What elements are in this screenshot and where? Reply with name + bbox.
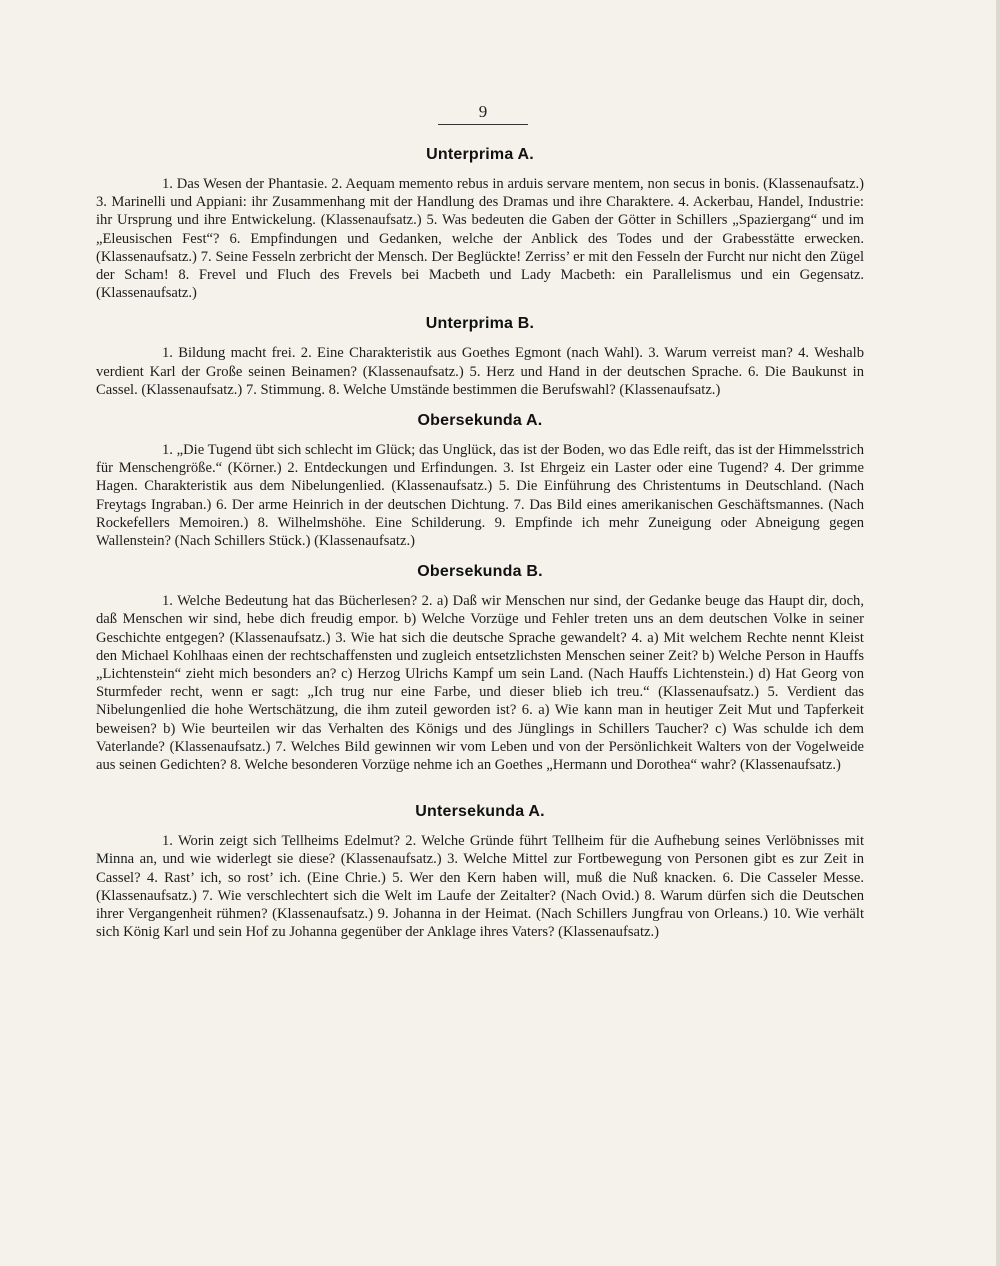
section-unterprima-b bbox=[96, 314, 864, 399]
section-body: 1. Worin zeigt sich Tellheims Edelmut? 2. Welche Gründe führt Tellheim für die Aufhebung seines Verlöbnisses mit Minna an, und wie widerlegt sie diese? (Klassenaufsatz.) 3. Welche Mittel zur Fortbewegung von Personen gibt es zur Zeit in Cassel? 4. Rast’ ich, so rost’ ich. (Eine Chrie.) 5. Wer den Kern haben will, muß die Nuß knacken. 6. Die Casseler Messe. (Klassenaufsatz.) 7. Wie verschlechtert sich die Welt im Laufe der Zeitalter? (Nach Ovid.) 8. Warum dürfen sich die Deutschen ihrer Vergangenheit rühmen? (Klassenaufsatz.) 9. Johanna in der Heimat. (Nach Schillers Jungfrau von Orleans.) 10. Wie verhält sich König Karl und sein Hof zu Johanna gegenüber der Anklage ihres Vaters? (Klassenaufsatz.) bbox=[96, 833, 864, 941]
document-content bbox=[96, 145, 864, 954]
section-obersekunda-b bbox=[96, 562, 864, 774]
section-body: 1. Bildung macht frei. 2. Eine Charakteristik aus Goethes Egmont (nach Wahl). 3. Warum verreist man? 4. Weshalb verdient Karl der Große seinen Beinamen? (Klassenaufsatz.) 5. Herz und Hand in der deutschen Sprache. 6. Die Baukunst in Cassel. (Klassenaufsatz.) 7. Stimmung. 8. Welche Umstände bestimmen die Berufswahl? (Klassenaufsatz.) bbox=[96, 345, 864, 398]
section-title: Obersekunda A. bbox=[417, 412, 543, 430]
section-title: Unterprima B. bbox=[425, 315, 535, 333]
section-title: Obersekunda B. bbox=[417, 563, 543, 581]
section-body: 1. „Die Tugend übt sich schlecht im Glück; das Unglück, das ist der Boden, wo das Edle reift, das ist der Himmelsstrich für Menschengröße.“ (Körner.) 2. Entdeckungen und Erfindungen. 3. Ist Ehrgeiz ein Laster oder eine Tugend? 4. Der grimme Hagen. Charakteristik aus dem Nibelungenlied. (Klassenaufsatz.) 5. Die Einführung des Christentums in Deutschland. (Nach Freytags Ingraban.) 6. Der arme Heinrich in der deutschen Dichtung. 7. Das Bild eines amerikanischen Geschäftsmannes. (Nach Rockefellers Memoiren.) 8. Wilhelmshöhe. Eine Schilderung. 9. Empfinde ich mehr Zuneigung oder Abneigung gegen Wallenstein? (Nach Schillers Stück.) (Klassenaufsatz.) bbox=[96, 442, 864, 550]
section-unterprima-a bbox=[96, 145, 864, 302]
page-edge bbox=[996, 0, 1000, 1266]
section-untersekunda-a bbox=[96, 802, 864, 941]
section-title: Untersekunda A. bbox=[415, 803, 545, 821]
section-title: Unterprima A. bbox=[426, 146, 534, 163]
section-body: 1. Das Wesen der Phantasie. 2. Aequam memento rebus in arduis servare mentem, non secus in bonis. (Klassenaufsatz.) 3. Marinelli und Appiani: ihr Zusammenhang mit der Handlung des Dramas und ihre Charaktere. 4. Ackerbau, Handel, Industrie: ihr Ursprung und ihre Entwickelung. (Klassenaufsatz.) 5. Was bedeuten die Gaben der Götter in Schillers „Spaziergang“ und im „Eleusischen Fest“? 6. Empfindungen und Gedanken, welche der Anblick des Todes und der Grabesstätte erwecken. (Klassenaufsatz.) 7. Seine Fesseln zerbricht der Mensch. Der Beglückte! Zerriss’ er mit den Fesseln der Furcht nur nicht den Zügel der Scham! 8. Frevel und Fluch des Frevels bei Macbeth und Lady Macbeth: ein Parallelismus und ein Gegensatz. (Klassenaufsatz.) bbox=[96, 176, 864, 302]
page-number: 9 bbox=[438, 102, 528, 125]
section-obersekunda-a bbox=[96, 411, 864, 550]
section-body: 1. Welche Bedeutung hat das Bücherlesen? 2. a) Daß wir Menschen nur sind, der Gedanke beuge das Haupt dir, doch, daß Menschen wir sind, hebe dich freudig empor. b) Welche Vorzüge und Fehler treten uns an dem deutschen Volke in seiner Geschichte entgegen? (Klassenaufsatz.) 3. Wie hat sich die deutsche Sprache gewandelt? 4. a) Mit welchem Rechte nennt Kleist den Michael Kohlhaas einen der rechtschaffensten und zugleich entsetzlichsten Menschen seiner Zeit? b) Welche Person in Hauffs „Lichtenstein“ zieht mich besonders an? c) Herzog Ulrichs Kampf um sein Land. (Nach Hauffs Lichtenstein.) d) Hat Georg von Sturmfeder recht, wenn er sagt: „Ich trug nur eine Farbe, und dieser blieb ich treu.“ (Klassenaufsatz.) 5. Verdient das Nibelungenlied die hohe Wertschätzung, die ihm zuteil geworden ist? 6. a) Wie kann man in heutiger Zeit Mut und Tapferkeit beweisen? b) Wie beurteilen wir das Verhalten des Königs und des Jünglings in Schillers Taucher? c) Was schulde ich dem Vaterlande? (Klassenaufsatz.) 7. Welches Bild gewinnen wir vom Leben und von der Persönlichkeit Walters von der Vogelweide aus seinen Gedichten? 8. Welche besonderen Vorzüge nehme ich an Goethes „Hermann und Dorothea“ wahr? (Klassenaufsatz.) bbox=[96, 593, 864, 774]
